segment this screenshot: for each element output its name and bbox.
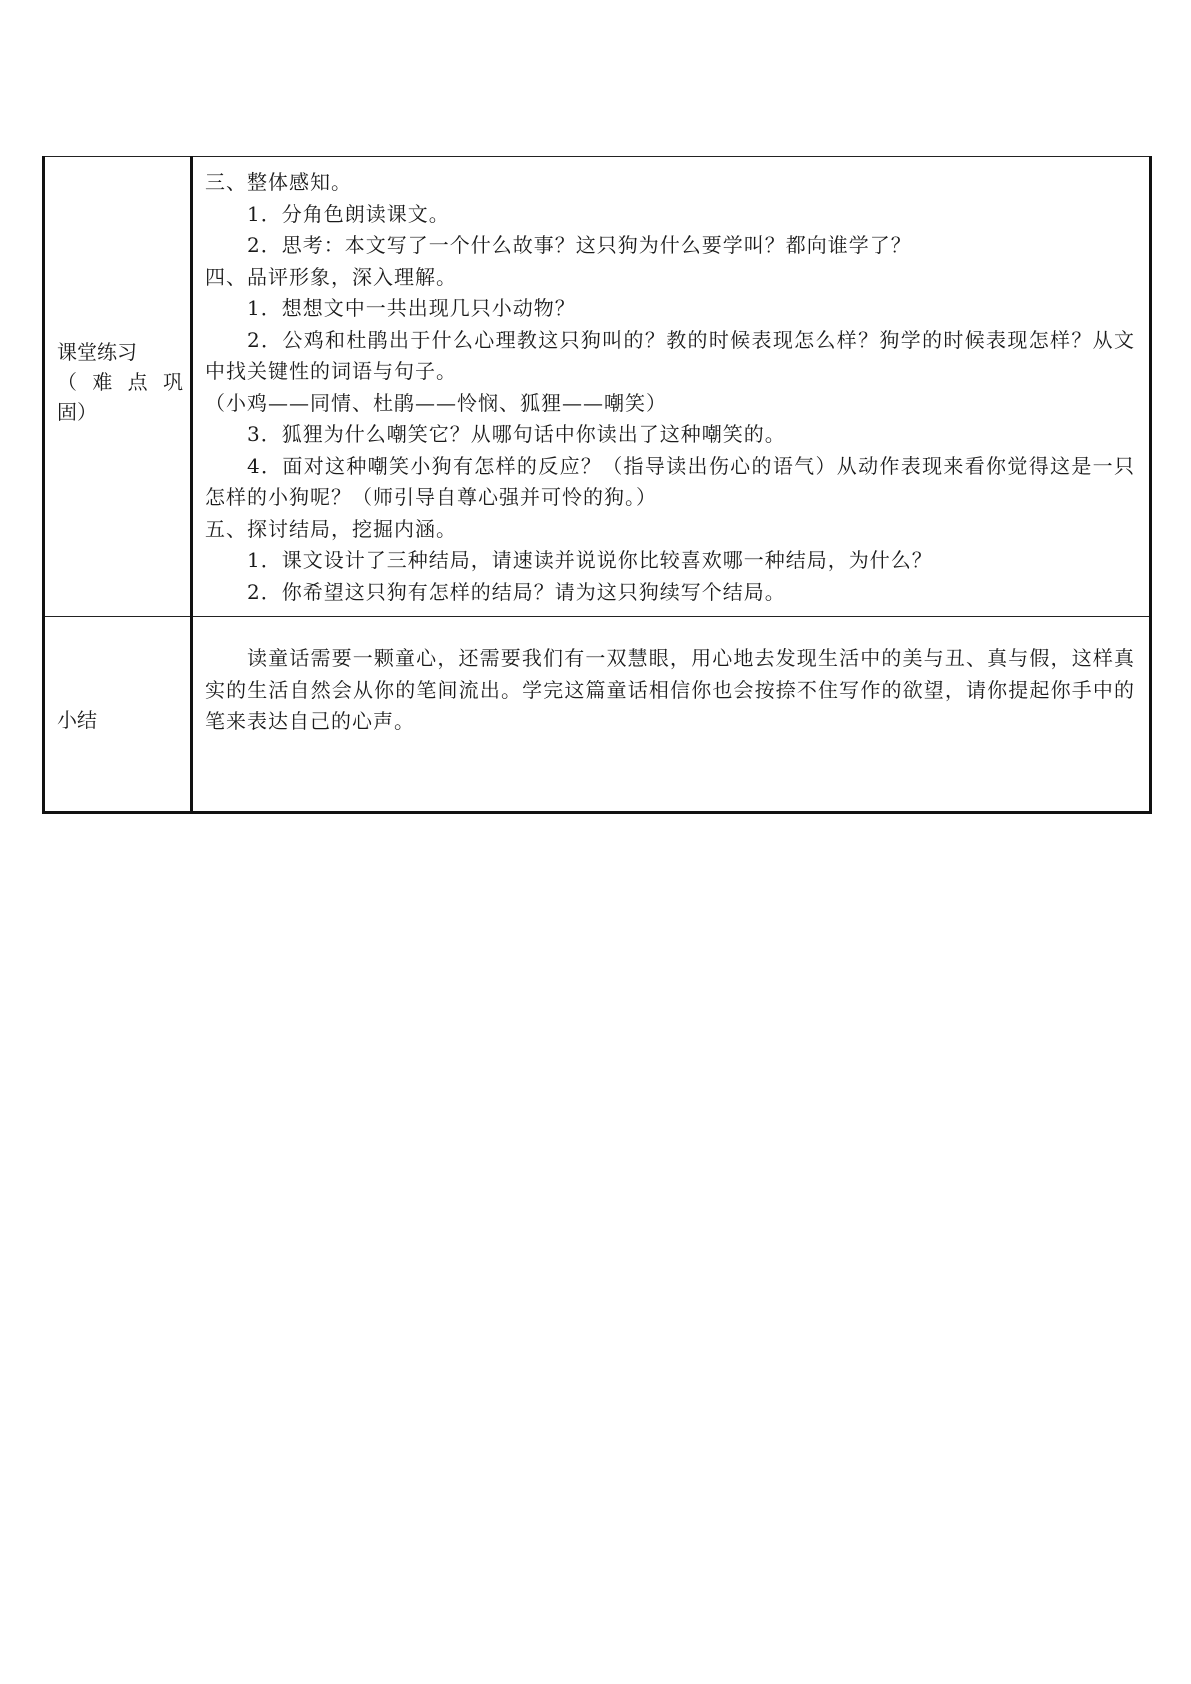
practice-label xyxy=(57,337,183,427)
practice-line: 五、探讨结局，挖掘内涵。 xyxy=(205,516,457,541)
practice-line: 1．课文设计了三种结局，请速读并说说你比较喜欢哪一种结局，为什么？ xyxy=(247,548,933,572)
practice-label-line2: （难点巩 xyxy=(57,370,183,394)
lesson-plan-table xyxy=(42,156,1152,814)
summary-content-cell xyxy=(192,617,1151,813)
practice-label-cell xyxy=(44,157,192,617)
practice-line: 2．公鸡和杜鹃出于什么心理教这只狗叫的？教的时候表现怎么样？狗学的时候表现怎样？从文中找关键性的词语与句子。 xyxy=(205,327,1135,383)
practice-line: 2．你希望这只狗有怎样的结局？请为这只狗续写个结局。 xyxy=(247,579,786,604)
summary-label-cell xyxy=(44,617,192,813)
practice-line: 三、整体感知。 xyxy=(205,170,352,194)
summary-row xyxy=(44,617,1151,813)
practice-label-line3: 固） xyxy=(57,400,97,424)
practice-line: 4．面对这种嘲笑小狗有怎样的反应？（指导读出伤心的语气）从动作表现来看你觉得这是一只怎样的小狗呢？（师引导自尊心强并可怜的狗。） xyxy=(205,453,1135,509)
practice-line: 1．分角色朗读课文。 xyxy=(247,201,450,226)
summary-label: 小结 xyxy=(57,708,97,732)
practice-line: 1．想想文中一共出现几只小动物？ xyxy=(247,296,576,320)
practice-row xyxy=(44,157,1151,617)
summary-text: 读童话需要一颗童心，还需要我们有一双慧眼，用心地去发现生活中的美与丑、真与假，这样真实的生活自然会从你的笔间流出。学完这篇童话相信你也会按捺不住写作的欲望，请你提起你手中的笔来表达自己的心声。 xyxy=(205,646,1135,733)
practice-line: （小鸡——同情、杜鹃——怜悯、狐狸——嘲笑） xyxy=(205,390,667,415)
practice-label-line1: 课堂练习 xyxy=(57,340,137,364)
practice-line: 四、品评形象，深入理解。 xyxy=(205,264,457,289)
practice-line: 2．思考：本文写了一个什么故事？这只狗为什么要学叫？都向谁学了？ xyxy=(247,233,912,257)
practice-line: 3．狐狸为什么嘲笑它？从哪句话中你读出了这种嘲笑的。 xyxy=(247,422,786,446)
practice-content-cell xyxy=(192,157,1151,617)
